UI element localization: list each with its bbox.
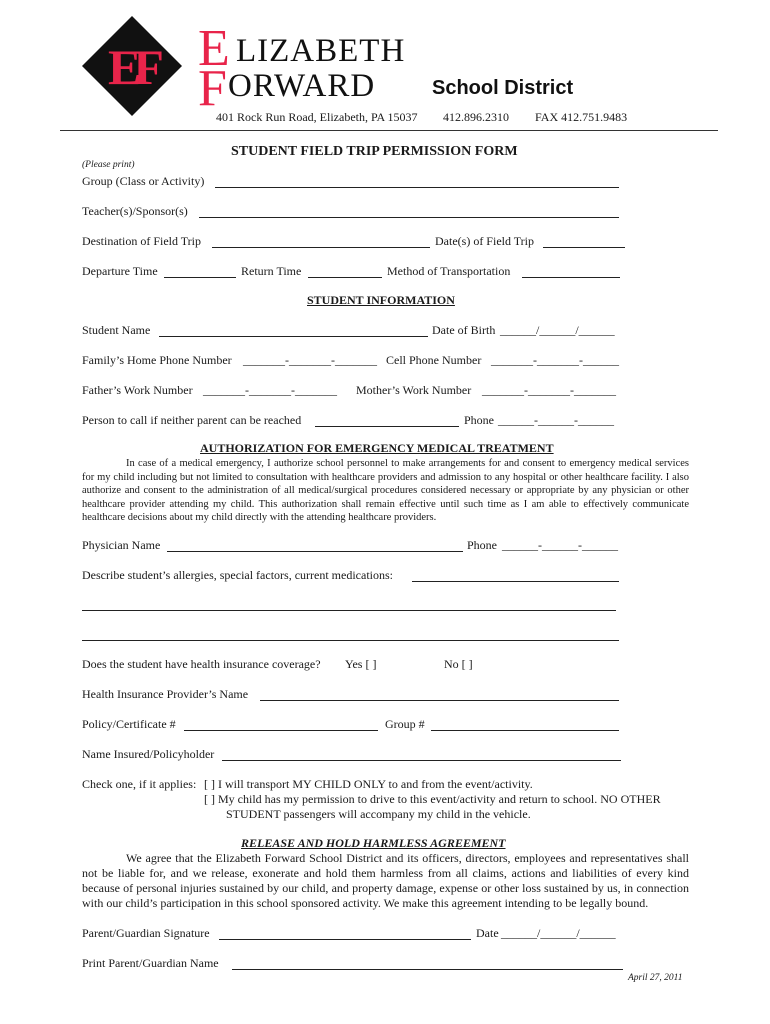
student-name-field[interactable] (159, 336, 428, 337)
header-fax: FAX 412.751.9483 (535, 110, 628, 124)
return-field[interactable] (308, 277, 382, 278)
transport-field[interactable] (522, 277, 620, 278)
form-title: STUDENT FIELD TRIP PERMISSION FORM (231, 144, 518, 159)
destination-field[interactable] (212, 247, 430, 248)
insured-label: Name Insured/Policyholder (82, 747, 215, 761)
contact-phone-label: Phone (464, 413, 494, 427)
header-phone: 412.896.2310 (443, 110, 509, 124)
contact-person-field[interactable] (315, 426, 459, 427)
medical-paragraph: In case of a medical emergency, I authorize school personnel to make arrangements for and consent to emergency medical services for my child including but not limited to consultation with healthcare providers and admission to any hospital or other healthcare facility. I also authorize and consent to the administration of all medical/surgical procedures considered necessary or appropriate by any physician or other healthcare provider attending my child. This authorization shall remain effective until such time as I am able to effectively communicate healthcare decisions about my child directly with the attending healthcare providers. (82, 458, 689, 524)
mother-work-label: Mother’s Work Number (356, 383, 472, 397)
signature-date-label: Date (476, 926, 499, 940)
dob-field[interactable]: ______/______/______ (500, 323, 615, 337)
header-address: 401 Rock Run Road, Elizabeth, PA 15037 (216, 110, 418, 124)
transport-option-parent[interactable]: [ ] I will transport MY CHILD ONLY to and from the event/activity. (204, 777, 533, 791)
physician-phone-label: Phone (467, 538, 497, 552)
student-info-heading: STUDENT INFORMATION (307, 293, 455, 307)
group-label: Group (Class or Activity) (82, 174, 205, 188)
dates-label: Date(s) of Field Trip (435, 234, 534, 248)
physician-label: Physician Name (82, 538, 161, 552)
teachers-field[interactable] (199, 217, 619, 218)
student-name-label: Student Name (82, 323, 151, 337)
allergies-label: Describe student’s allergies, special factors, current medications: (82, 568, 394, 582)
return-label: Return Time (241, 264, 302, 278)
dates-field[interactable] (543, 247, 625, 248)
release-paragraph: We agree that the Elizabeth Forward School District and its officers, directors, employees and representatives shall not be liable for, and we release, exonerate and hold them harmless from all claims, actions and liabilities of every kind because of personal injuries sustained by our child, and property damage, expense or other loss sustained by us, in connection with our child’s participation in this school sponsored activity. We make this agreement intending to be legally bound. (82, 851, 689, 910)
ef-diamond-emblem (80, 14, 184, 118)
footer-date: April 27, 2011 (628, 973, 683, 983)
provider-field[interactable] (260, 700, 619, 701)
home-phone-label: Family’s Home Phone Number (82, 353, 232, 367)
print-name-field[interactable] (232, 969, 623, 970)
insurance-question: Does the student have health insurance coverage? (82, 657, 321, 671)
signature-label: Parent/Guardian Signature (82, 926, 210, 940)
departure-label: Departure Time (82, 264, 158, 278)
header-divider (60, 130, 718, 131)
logo-word-top: LIZABETH (236, 33, 406, 69)
ef-monogram: EF (108, 39, 156, 95)
contact-phone-field[interactable]: ______-______-______ (498, 413, 614, 427)
cell-phone-field[interactable]: _______-_______-______ (491, 353, 619, 367)
insurance-yes-checkbox[interactable]: Yes [ ] (345, 657, 377, 671)
teachers-label: Teacher(s)/Sponsor(s) (82, 204, 188, 218)
check-one-label: Check one, if it applies: (82, 777, 197, 791)
please-print-note: (Please print) (82, 160, 135, 170)
departure-field[interactable] (164, 277, 236, 278)
insured-field[interactable] (222, 760, 621, 761)
allergies-field-2[interactable] (82, 610, 616, 611)
insurance-no-checkbox[interactable]: No [ ] (444, 657, 473, 671)
home-phone-field[interactable]: _______-_______-_______ (243, 353, 377, 367)
destination-label: Destination of Field Trip (82, 234, 202, 248)
logo-school-district: School District (432, 77, 574, 99)
provider-label: Health Insurance Provider’s Name (82, 687, 249, 701)
physician-field[interactable] (167, 551, 463, 552)
cell-phone-label: Cell Phone Number (386, 353, 482, 367)
logo-letter-f: F (198, 60, 227, 117)
medical-heading: AUTHORIZATION FOR EMERGENCY MEDICAL TREATMENT (200, 441, 554, 455)
group-field[interactable] (215, 187, 619, 188)
print-name-label: Print Parent/Guardian Name (82, 956, 219, 970)
father-work-field[interactable]: _______-_______-_______ (203, 383, 337, 397)
transport-label: Method of Transportation (387, 264, 511, 278)
transport-option-child-drives[interactable]: [ ] My child has my permission to drive to this event/activity and return to school. NO OTHER (204, 792, 661, 806)
mother-work-field[interactable]: _______-_______-_______ (482, 383, 616, 397)
group-number-field[interactable] (431, 730, 619, 731)
allergies-field-1[interactable] (412, 581, 619, 582)
transport-option-note: STUDENT passengers will accompany my child in the vehicle. (226, 807, 531, 821)
father-work-label: Father’s Work Number (82, 383, 193, 397)
policy-label: Policy/Certificate # (82, 717, 176, 731)
release-heading: RELEASE AND HOLD HARMLESS AGREEMENT (241, 836, 506, 850)
dob-label: Date of Birth (432, 323, 496, 337)
logo-letter-e: E (198, 20, 230, 77)
logo-word-bottom: ORWARD (228, 68, 376, 104)
signature-field[interactable] (219, 939, 471, 940)
allergies-field-3[interactable] (82, 640, 619, 641)
policy-field[interactable] (184, 730, 378, 731)
signature-date-field[interactable]: ______/______/______ (501, 926, 616, 940)
physician-phone-field[interactable]: ______-______-______ (502, 538, 618, 552)
group-number-label: Group # (385, 717, 425, 731)
contact-person-label: Person to call if neither parent can be reached (82, 413, 302, 427)
